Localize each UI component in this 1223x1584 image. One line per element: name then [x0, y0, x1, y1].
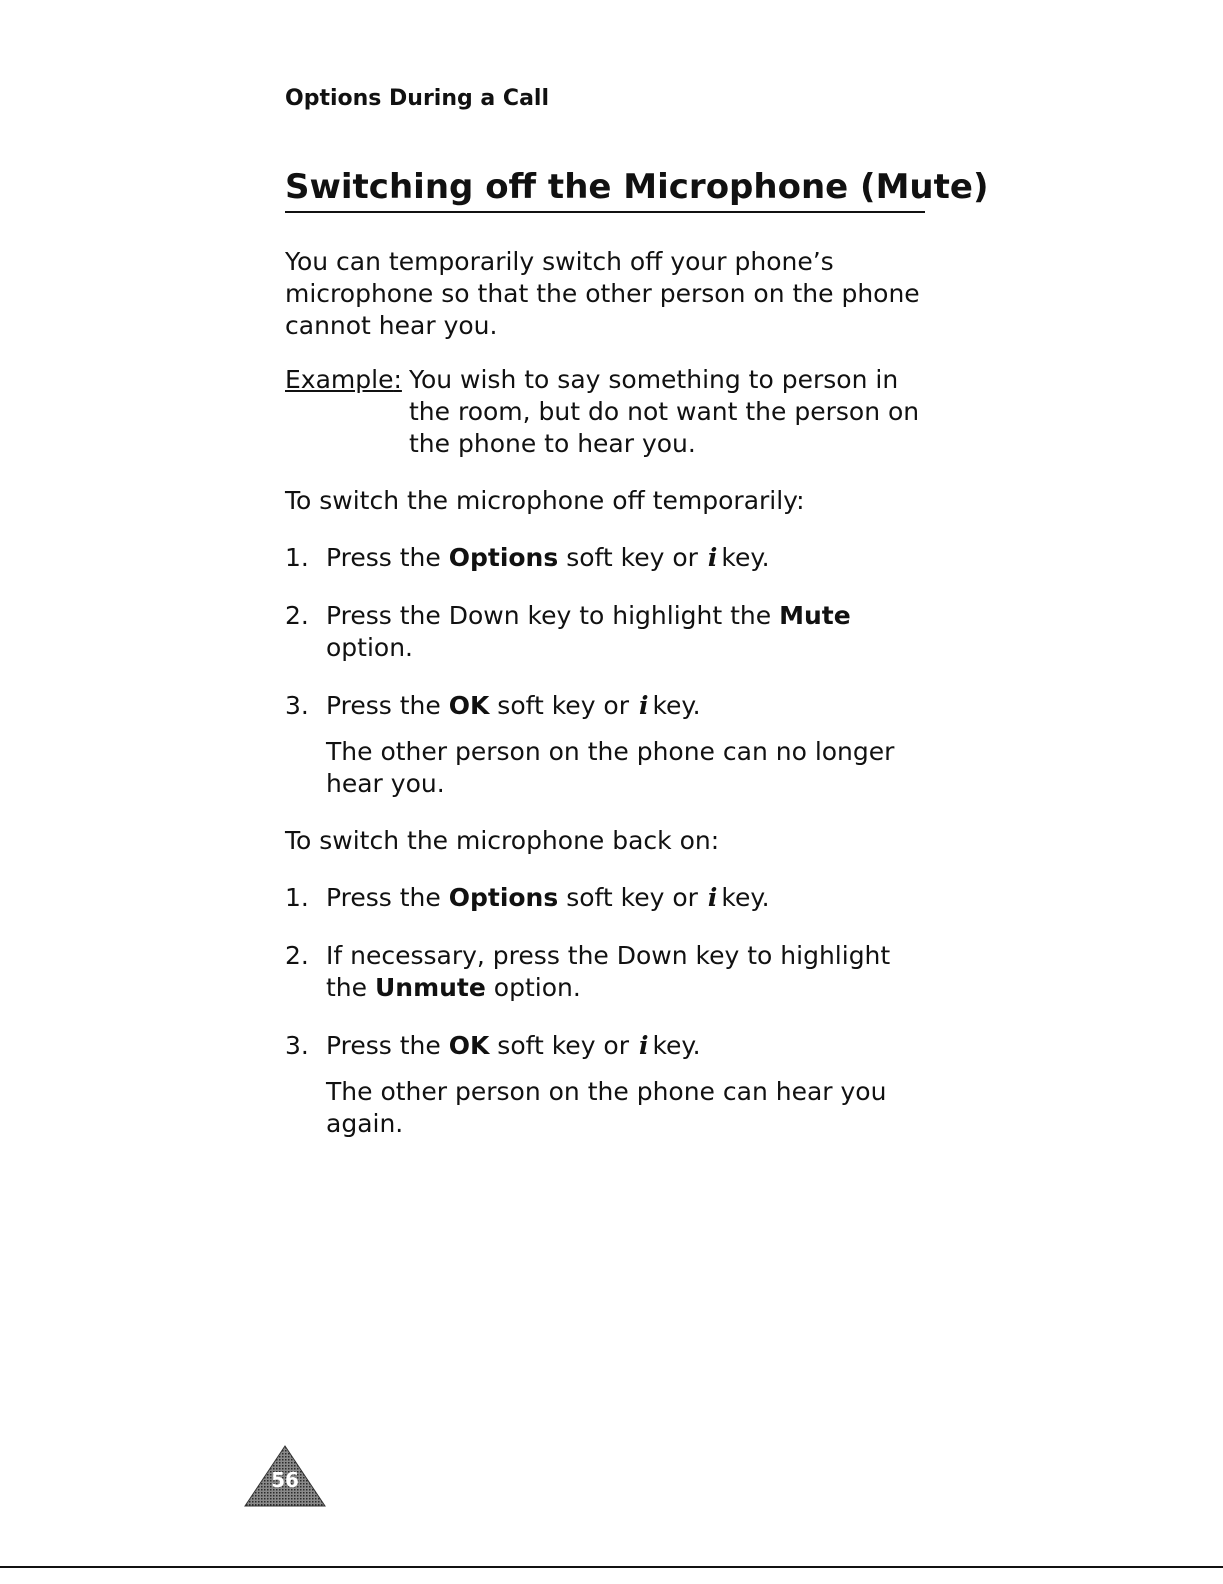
- example-label: Example:: [285, 365, 402, 394]
- list-item: 3. Press the OK soft key or i key.: [285, 691, 701, 720]
- step-number: 1.: [285, 883, 309, 912]
- ok-key-label: OK: [448, 691, 490, 720]
- ok-key-label: OK: [448, 1031, 490, 1060]
- list-item: 3. Press the OK soft key or i key.: [285, 1031, 701, 1060]
- example-block: [285, 364, 935, 460]
- unmute-option-label: Unmute: [374, 973, 486, 1002]
- step-number: 2.: [285, 941, 309, 970]
- switch-off-steps: [285, 542, 935, 722]
- step-number: 1.: [285, 543, 309, 572]
- i-key-icon: i: [707, 543, 718, 572]
- switch-off-lead: To switch the microphone off temporarily:: [285, 486, 805, 515]
- section-header: Options During a Call: [285, 86, 549, 111]
- mute-option-label: Mute: [779, 601, 851, 630]
- switch-on-result: The other person on the phone can hear you again.: [326, 1077, 887, 1138]
- page-number-badge: [243, 1444, 327, 1508]
- options-key-label: Options: [448, 883, 559, 912]
- options-key-label: Options: [448, 543, 559, 572]
- step-number: 2.: [285, 601, 309, 630]
- list-item: 2. If necessary, press the Down key to highlight the Unmute option.: [285, 941, 891, 1002]
- page-bottom-rule: [0, 1566, 1223, 1568]
- intro-paragraph: You can temporarily switch off your phone’s microphone so that the other person on the phone cannot hear you.: [285, 247, 920, 340]
- switch-on-steps: [285, 882, 935, 1062]
- i-key-icon: i: [638, 691, 649, 720]
- i-key-icon: i: [707, 883, 718, 912]
- example-text: You wish to say something to person in the room, but do not want the person on the phone to hear you.: [409, 365, 920, 458]
- switch-off-result: The other person on the phone can no longer hear you.: [326, 737, 895, 798]
- page-title: Switching off the Microphone (Mute): [285, 167, 925, 213]
- i-key-icon: i: [638, 1031, 649, 1060]
- list-item: 1. Press the Options soft key or i key.: [285, 543, 770, 572]
- list-item: 1. Press the Options soft key or i key.: [285, 883, 770, 912]
- step-number: 3.: [285, 691, 309, 720]
- switch-on-lead: To switch the microphone back on:: [285, 826, 720, 855]
- list-item: 2. Press the Down key to highlight the Mute option.: [285, 601, 851, 662]
- step-number: 3.: [285, 1031, 309, 1060]
- page-number: 56: [271, 1468, 299, 1492]
- document-body: [285, 246, 935, 1165]
